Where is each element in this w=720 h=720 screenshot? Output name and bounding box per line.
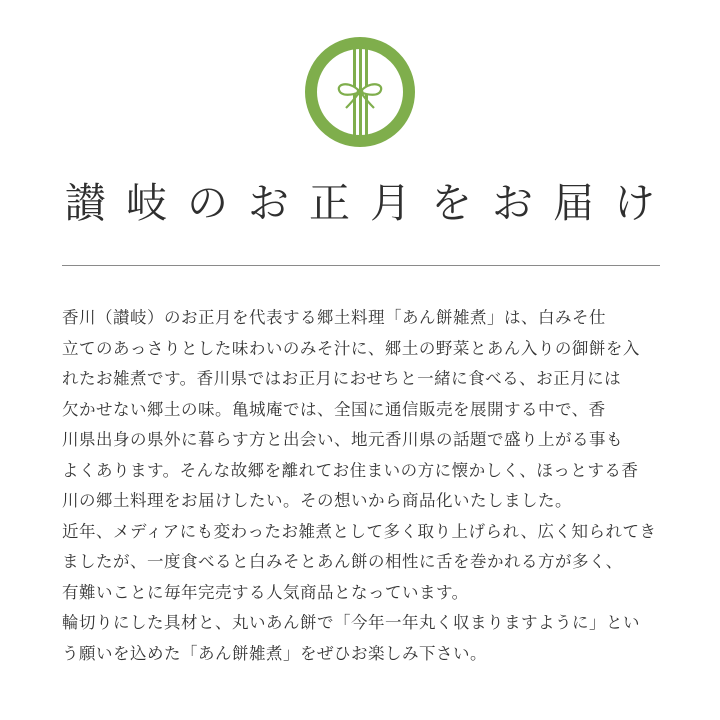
text-line: 川の郷土料理をお届けしたい。その想いから商品化いたしました。 (62, 491, 572, 510)
text-line: 川県出身の県外に暮らす方と出会い、地元香川県の話題で盛り上がる事も (62, 430, 623, 449)
text-line: 立てのあっさりとした味わいのみそ汁に、郷土の野菜とあん入りの御餅を入 (62, 338, 640, 358)
mizuhiki-ribbon-icon (303, 35, 417, 149)
text-line: よくあります。そんな故郷を離れてお住まいの方に懐かしく、ほっとする香 (62, 460, 639, 480)
text-line: 有難いことに毎年完売する人気商品となっています。 (62, 582, 469, 602)
text-line: ましたが、一度食べると白みそとあん餅の相性に舌を巻かれる方が多く、 (62, 552, 623, 571)
page-title: 讃岐のお正月をお届け (65, 179, 675, 227)
text-line: 欠かせない郷土の味。亀城庵では、全国に通信販売を展開する中で、香 (62, 399, 606, 419)
text-line: 輪切りにした具材と、丸いあん餅で「今年一年丸く収まりますように」とい (62, 613, 640, 632)
text-line: 近年、メディアにも変わったお雑煮として多く取り上げられ、広く知られてき (62, 521, 657, 541)
text-line: 香川（讃岐）のお正月を代表する郷土料理「あん餅雑煮」は、白みそ仕 (62, 308, 606, 327)
text-line: う願いを込めた「あん餅雑煮」をぜひお楽しみ下さい。 (62, 643, 487, 663)
text-line: れたお雑煮です。香川県ではお正月におせちと一緒に食べる、お正月には (62, 369, 622, 388)
divider (62, 265, 660, 266)
description-paragraph (62, 303, 672, 669)
